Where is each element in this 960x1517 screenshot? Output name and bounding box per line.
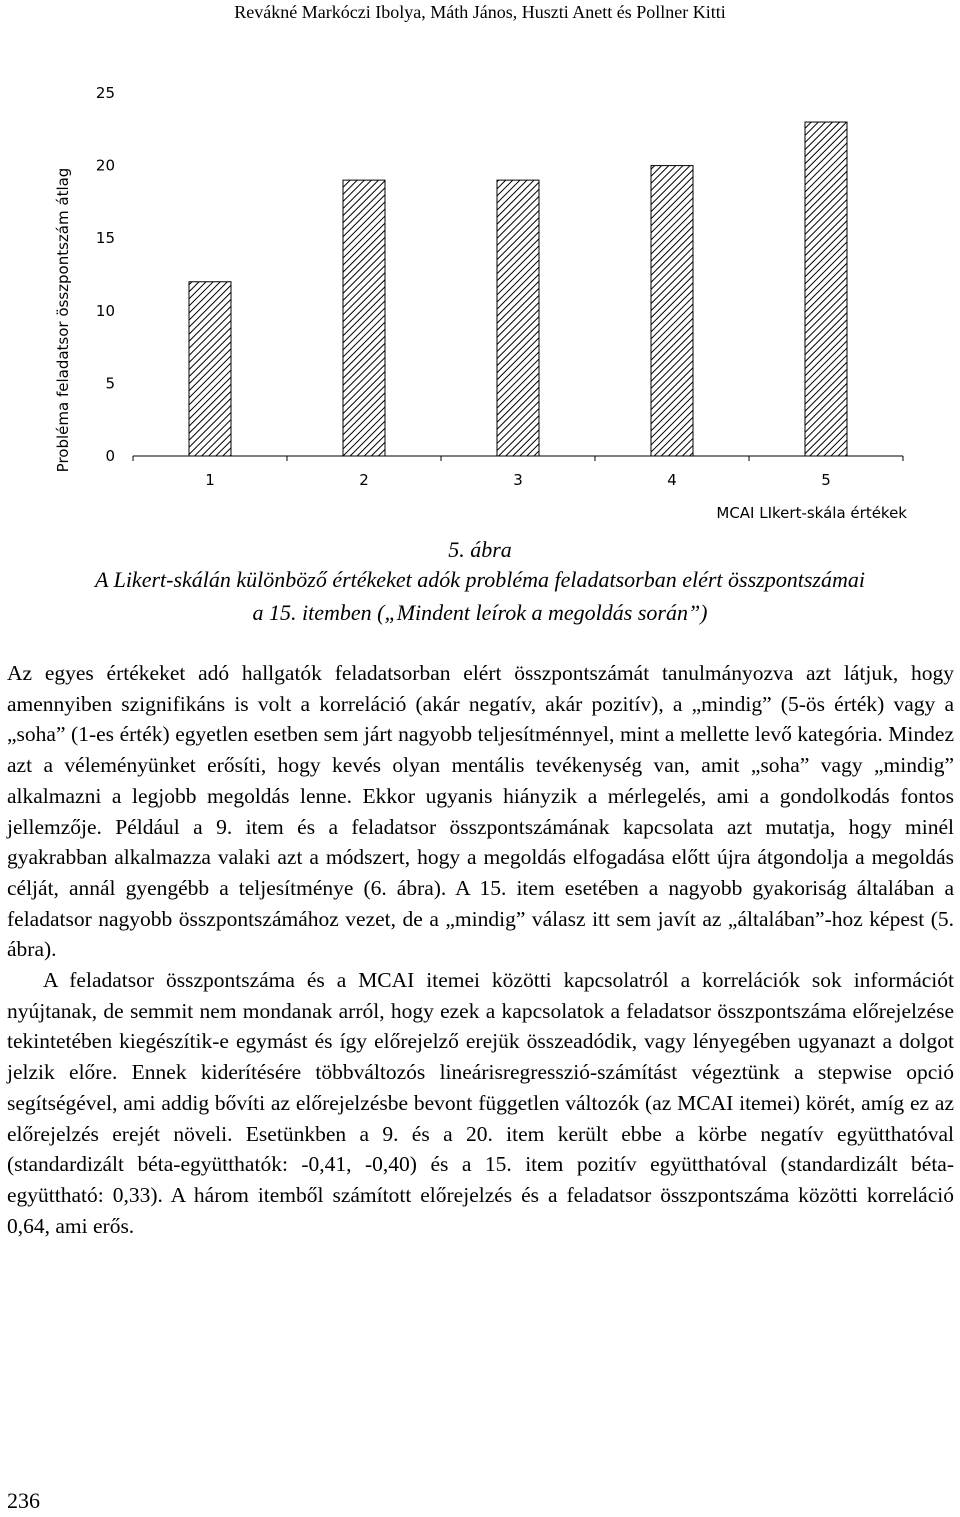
x-tick-label-3: 3 (513, 471, 523, 489)
bar-2 (343, 180, 385, 456)
paragraph-2: A feladatsor összpontszáma és a MCAI itemei közötti kapcsolatról a korrelációk sok információt nyújtanak, de semmit nem mondanak arról, hogy ezek a kapcsolatok a feladatsor összpontszáma előrejelzése tekintetében kiegészítik-e egymást és így előrejelző erejük összeadódik, vagy lényegében ugyanazt a dolgot jelzik előre. Ennek kiderítésére többváltozós lineárisregresszió-számítást végeztünk a stepwise opció segítségével, ami addig bővíti az előrejelzésbe bevont független változók (az MCAI itemei) körét, amíg ez az előrejelzés erejét növeli. Esetünkben a 9. és a 20. item került ebbe a körbe negatív együtthatóval (standardizált béta-együtthatók: -0,41, -0,40) és a 15. item pozitív együtthatóval (standardizált béta-együttható: 0,33). A három itemből számított előrejelzés és a feladatsor összpontszáma közötti korreláció 0,64, ami erős. (7, 968, 954, 1238)
figure-caption-label: 5. ábra (448, 537, 512, 562)
y-axis-label: Probléma feladatsor összpontszám átlag (54, 167, 72, 473)
body-text (7, 658, 954, 1241)
bar-4 (651, 166, 693, 456)
running-header: Revákné Markóczi Ibolya, Máth János, Huszti Anett és Pollner Kitti (234, 2, 726, 22)
y-tick-label-2: 10 (95, 301, 115, 320)
y-tick-label-0: 0 (105, 447, 115, 465)
figure-caption-line2: a 15. itemben („Mindent leírok a megoldás során”) (252, 600, 708, 625)
paragraph-1: Az egyes értékeket adó hallgatók feladatsorban elért összpontszámát tanulmányozva azt látjuk, hogy amennyiben szignifikáns is volt a korreláció (akár negatív, akár pozitív), a „mindig” (5-ös érték) vagy a „soha” (1-es érték) egyetlen esetben sem járt nagyobb teljesítménnyel, mint a mellette levő kategória. Mindez azt a véleményünket erősíti, hogy kevés olyan mentális tevékenység van, amit „soha” vagy „mindig” alkalmazni a legjobb megoldás lenne. Ekkor ugyanis hiányzik a mérlegelés, ami a gondolkodás fontos jellemzője. Például a 9. item és a feladatsor összpontszámának kapcsolata azt mutatja, hogy minél gyakrabban alkalmazza valaki azt a módszert, hogy a megoldás elfogadása előtt újra átgondolja a megoldás célját, annál gyengébb a teljesítménye (6. ábra). A 15. item esetében a nagyobb gyakoriság általában a feladatsor nagyobb összpontszámához vezet, de a „mindig” válasz itt sem javít az „általában”-hoz képest (5. ábra). (7, 661, 954, 962)
y-tick-label-5: 25 (95, 84, 115, 102)
bar-1 (189, 282, 231, 456)
x-axis-label: MCAI LIkert-skála értékek (716, 504, 907, 522)
y-tick-label-4: 20 (95, 156, 115, 175)
figure-caption-line1: A Likert-skálán különböző értékeket adók probléma feladatsorban elért összpontszámai (95, 567, 865, 592)
chart-marks (96, 84, 903, 489)
x-tick-label-4: 4 (667, 471, 677, 489)
x-tick-label-1: 1 (205, 471, 215, 489)
bar-5 (805, 122, 847, 456)
y-tick-label-3: 15 (95, 229, 115, 248)
y-tick-label-1: 5 (105, 374, 115, 393)
x-tick-label-5: 5 (821, 471, 831, 489)
bar-chart (0, 70, 960, 530)
page-number: 236 (7, 1488, 40, 1513)
bar-chart-svg (0, 70, 960, 530)
bar-3 (497, 180, 539, 456)
x-tick-label-2: 2 (359, 471, 369, 489)
